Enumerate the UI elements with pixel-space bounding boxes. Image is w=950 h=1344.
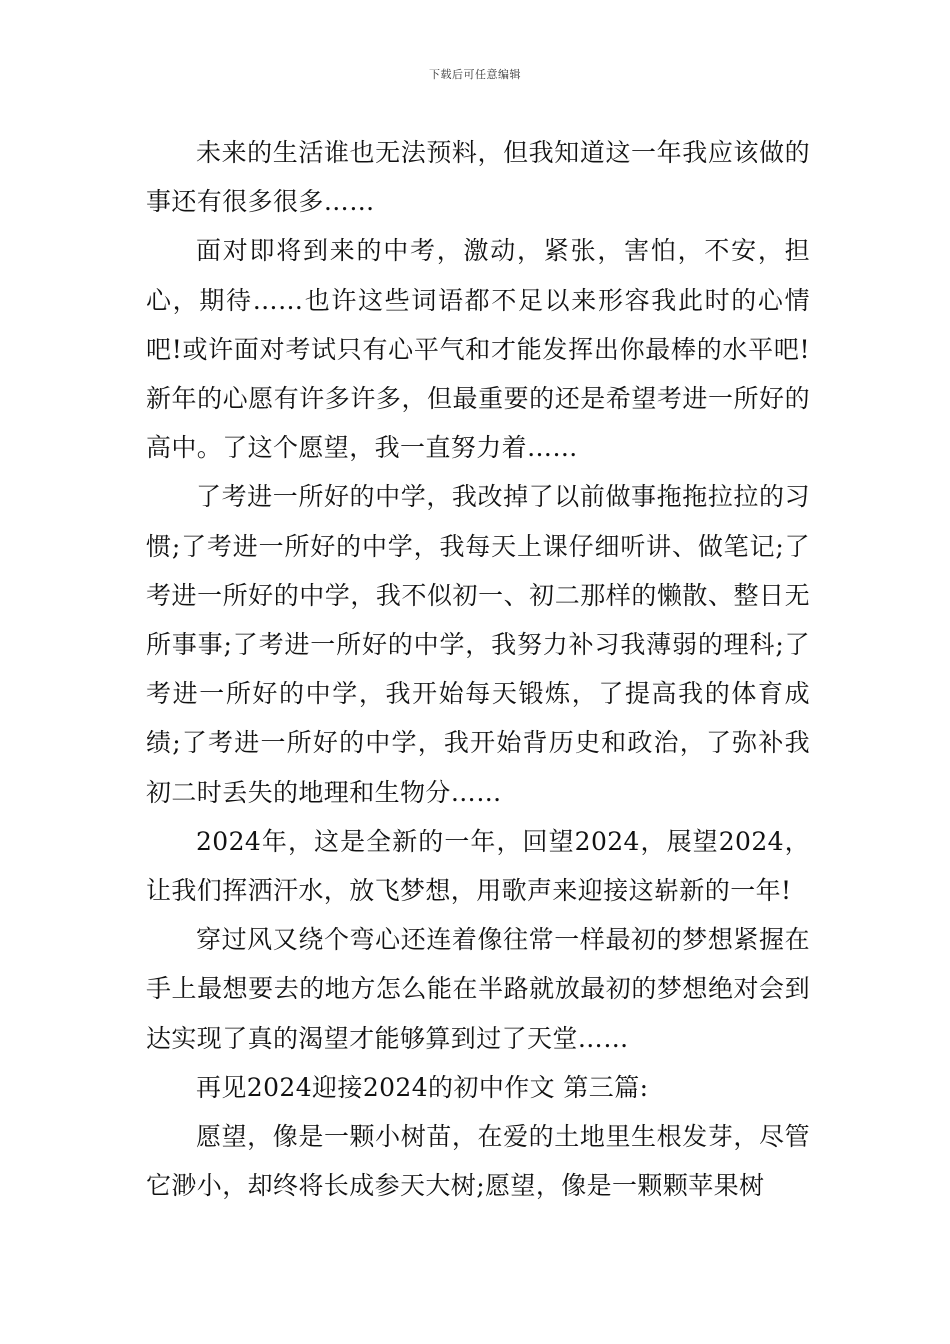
section-heading: 再见2024迎接2024的初中作文 第三篇: bbox=[196, 1072, 649, 1102]
paragraph-3: 了考进一所好的中学，我改掉了以前做事拖拖拉拉的习惯;了考进一所好的中学，我每天上课仔细听讲、做笔记;了考进一所好的中学，我不似初一、初二那样的懒散、整日无所事事;了考进一所好的中学，我努力补习我薄弱的理科;了考进一所好的中学，我开始每天锻炼，了提高我的体育成绩;了考进一所好的中学，我开始背历史和政治，了弥补我初二时丢失的地理和生物分…… bbox=[146, 482, 810, 807]
paragraph-4: 2024年，这是全新的一年，回望2024，展望2024，让我们挥洒汗水，放飞梦想，用歌声来迎接这崭新的一年! bbox=[146, 826, 810, 906]
document-body bbox=[146, 128, 810, 1210]
paragraph-5: 穿过风又绕个弯心还连着像往常一样最初的梦想紧握在手上最想要去的地方怎么能在半路就放最初的梦想绝对会到达实现了真的渴望才能够算到过了天堂…… bbox=[146, 925, 810, 1053]
paragraph-6: 愿望，像是一颗小树苗，在爱的土地里生根发芽，尽管它渺小，却终将长成参天大树;愿望，像是一颗颗苹果树 bbox=[146, 1122, 810, 1201]
paragraph-2: 面对即将到来的中考，激动，紧张，害怕，不安，担心，期待……也许这些词语都不足以来形容我此时的心情吧!或许面对考试只有心平气和才能发挥出你最棒的水平吧!新年的心愿有许多许多，但最重要的还是希望考进一所好的高中。了这个愿望，我一直努力着…… bbox=[146, 236, 810, 463]
paragraph-1: 未来的生活谁也无法预料，但我知道这一年我应该做的事还有很多很多…… bbox=[146, 138, 810, 217]
page-header-note: 下载后可任意编辑 bbox=[429, 68, 521, 81]
